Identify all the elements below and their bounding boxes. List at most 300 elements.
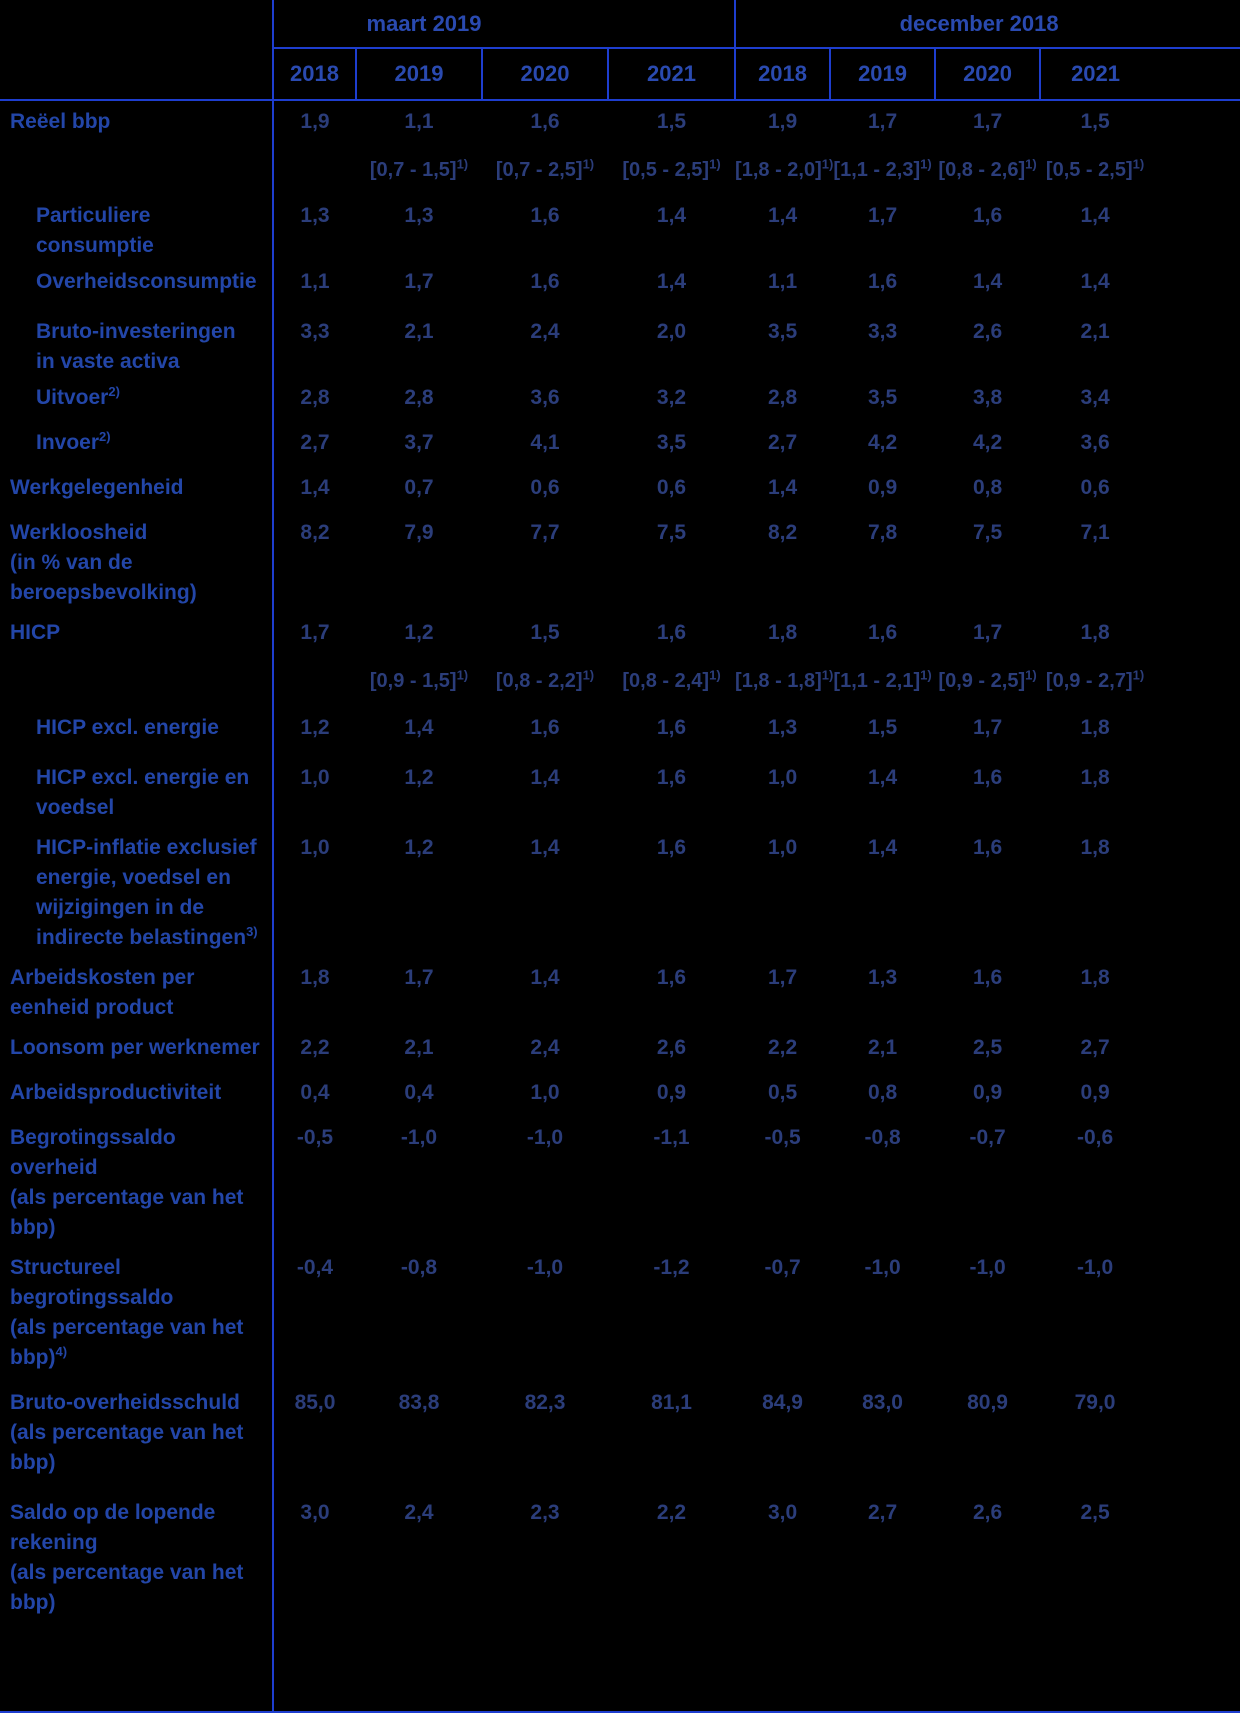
value: 3,5 xyxy=(767,320,798,343)
value-cell xyxy=(356,195,482,261)
value-cell xyxy=(830,1072,935,1117)
value-cell xyxy=(935,1247,1040,1382)
value: 1,6 xyxy=(656,716,687,739)
row-label: Particuliere consumptie xyxy=(0,195,273,261)
value: 1,7 xyxy=(972,110,1003,133)
value: 7,5 xyxy=(656,521,687,544)
value-cell xyxy=(830,1027,935,1072)
value: 1,6 xyxy=(530,716,560,739)
value-cell xyxy=(482,261,608,311)
spacer-cell xyxy=(1150,195,1240,261)
value: 3,6 xyxy=(1080,431,1110,454)
spacer-cell xyxy=(1150,1117,1240,1247)
uncertainty-range: [1,8 - 2,0]$^{1)}$ xyxy=(735,156,834,181)
value-cell xyxy=(735,467,830,512)
spacer-cell xyxy=(1150,422,1240,467)
value-cell xyxy=(482,1072,608,1117)
value-cell xyxy=(608,1492,735,1712)
row-label: Invoer$^{2)}$ xyxy=(0,422,273,467)
value-cell xyxy=(482,957,608,1027)
value: 7,8 xyxy=(867,521,898,544)
value: 1,4 xyxy=(530,966,560,989)
value: 0,9 xyxy=(972,1081,1003,1104)
row-label: Reëel bbp xyxy=(0,100,273,195)
value-cell xyxy=(735,261,830,311)
value-cell xyxy=(356,467,482,512)
footnote-marker: 1) xyxy=(709,667,721,683)
row-label: Bruto-overheidsschuld (als percentage van het bbp) xyxy=(0,1382,273,1492)
value: 1,8 xyxy=(1080,966,1110,989)
value: 1,7 xyxy=(867,110,898,133)
value: 2,0 xyxy=(656,320,687,343)
value: -1,0 xyxy=(526,1256,564,1279)
value-cell xyxy=(608,1247,735,1382)
value-cell xyxy=(273,827,356,957)
value-cell xyxy=(1040,1492,1150,1712)
table-row xyxy=(0,827,1240,957)
value: 2,7 xyxy=(867,1501,898,1524)
value: 0,7 xyxy=(404,476,434,499)
value: -0,5 xyxy=(764,1126,801,1149)
value-cell xyxy=(1040,1072,1150,1117)
spacer-cell xyxy=(1150,377,1240,422)
row-label: Structureel begrotingssaldo (als percentage van het bbp)$^{4)}$ xyxy=(0,1247,273,1382)
value: -0,7 xyxy=(969,1126,1006,1149)
row-label: HICP xyxy=(0,612,273,707)
value: 1,9 xyxy=(300,110,330,133)
value-cell xyxy=(935,512,1040,612)
value-cell xyxy=(273,1247,356,1382)
value-cell xyxy=(735,1117,830,1247)
value: -1,2 xyxy=(653,1256,690,1279)
value-cell xyxy=(608,422,735,467)
value-cell xyxy=(1040,422,1150,467)
value-cell xyxy=(356,1027,482,1072)
table-row xyxy=(0,1027,1240,1072)
year-header: 2018 xyxy=(735,48,830,100)
value-cell xyxy=(830,195,935,261)
value-cell xyxy=(273,311,356,377)
value: 1,6 xyxy=(656,766,687,789)
year-header-row xyxy=(0,48,1240,100)
value: 1,3 xyxy=(867,966,898,989)
value-cell xyxy=(356,311,482,377)
value-cell xyxy=(1040,311,1150,377)
table-row xyxy=(0,422,1240,467)
value-cell xyxy=(482,1027,608,1072)
value: 1,1 xyxy=(404,110,434,133)
value: 2,6 xyxy=(656,1036,687,1059)
value-cell xyxy=(273,512,356,612)
spacer-cell xyxy=(1150,612,1240,707)
footnote-marker: 1) xyxy=(709,156,721,172)
value: 82,3 xyxy=(524,1391,566,1414)
footnote-marker: 1) xyxy=(920,156,932,172)
value: 2,6 xyxy=(972,320,1003,343)
value-cell xyxy=(273,1382,356,1492)
value: 1,5 xyxy=(1080,110,1110,133)
value-cell xyxy=(1040,195,1150,261)
value: -0,8 xyxy=(864,1126,901,1149)
spacer-cell xyxy=(1150,48,1240,100)
value-cell xyxy=(608,195,735,261)
value-cell xyxy=(830,1117,935,1247)
value-cell xyxy=(608,100,735,195)
table-row xyxy=(0,1382,1240,1492)
value-cell xyxy=(935,957,1040,1027)
value: 2,4 xyxy=(530,1036,560,1059)
value-cell xyxy=(935,100,1040,195)
footnote-marker: 1) xyxy=(1132,667,1145,683)
uncertainty-range: [0,7 - 2,5]$^{1)}$ xyxy=(495,156,595,181)
table-row xyxy=(0,195,1240,261)
value-cell xyxy=(935,195,1040,261)
value: 3,3 xyxy=(300,320,330,343)
value: 7,9 xyxy=(404,521,434,544)
value-cell xyxy=(482,422,608,467)
uncertainty-range: [0,7 - 1,5]$^{1)}$ xyxy=(369,156,469,181)
value-cell xyxy=(356,707,482,757)
year-header: 2020 xyxy=(482,48,608,100)
value: 1,2 xyxy=(404,766,434,789)
value: 2,6 xyxy=(972,1501,1003,1524)
value-cell xyxy=(1040,467,1150,512)
value-cell xyxy=(830,827,935,957)
row-label: HICP excl. energie xyxy=(0,707,273,757)
value-cell xyxy=(935,612,1040,707)
value: 2,2 xyxy=(300,1036,330,1059)
value: 2,7 xyxy=(1080,1036,1110,1059)
value: 1,4 xyxy=(867,766,898,789)
spacer-cell xyxy=(1150,707,1240,757)
value-cell xyxy=(735,195,830,261)
footnote-marker: 2) xyxy=(108,384,120,399)
value-cell xyxy=(830,422,935,467)
value-cell xyxy=(735,512,830,612)
value-cell xyxy=(273,1117,356,1247)
value: 0,4 xyxy=(300,1081,330,1104)
value-cell xyxy=(935,311,1040,377)
value-cell xyxy=(356,1382,482,1492)
value-cell xyxy=(482,1492,608,1712)
value: 1,0 xyxy=(300,766,330,789)
value: 1,5 xyxy=(656,110,687,133)
value: 1,2 xyxy=(404,836,434,859)
value: 4,2 xyxy=(972,431,1003,454)
value-cell xyxy=(356,100,482,195)
value-cell xyxy=(482,1247,608,1382)
value: 1,1 xyxy=(300,270,330,293)
uncertainty-range: [0,9 - 1,5]$^{1)}$ xyxy=(369,667,469,692)
value: 1,6 xyxy=(972,836,1003,859)
value-cell xyxy=(482,757,608,827)
value: 1,4 xyxy=(404,716,434,739)
value: 1,6 xyxy=(530,204,560,227)
value: 1,8 xyxy=(1080,836,1110,859)
group-header-maart-2019: maart 2019 xyxy=(273,0,735,48)
value: 79,0 xyxy=(1074,1391,1116,1414)
value: -1,0 xyxy=(526,1126,564,1149)
value-cell xyxy=(608,261,735,311)
value-cell xyxy=(935,707,1040,757)
value: 1,4 xyxy=(530,766,560,789)
value-cell xyxy=(735,1072,830,1117)
value: -1,0 xyxy=(1076,1256,1114,1279)
footnote-marker: 2) xyxy=(99,429,111,444)
value-cell xyxy=(735,311,830,377)
footnote-marker: 1) xyxy=(456,156,469,172)
value-cell xyxy=(735,757,830,827)
value: 80,9 xyxy=(967,1391,1008,1414)
value-cell xyxy=(273,1072,356,1117)
table-row xyxy=(0,757,1240,827)
value: -1,0 xyxy=(400,1126,438,1149)
value-cell xyxy=(830,512,935,612)
footnote-marker: 1) xyxy=(1025,667,1037,683)
value-cell xyxy=(1040,827,1150,957)
value-cell xyxy=(1040,957,1150,1027)
value: 3,7 xyxy=(404,431,434,454)
value-cell xyxy=(356,957,482,1027)
value-cell xyxy=(1040,100,1150,195)
year-header: 2021 xyxy=(608,48,735,100)
value-cell xyxy=(1040,377,1150,422)
value-cell xyxy=(830,1382,935,1492)
value: 1,3 xyxy=(300,204,330,227)
value: 1,6 xyxy=(972,204,1003,227)
value: 7,7 xyxy=(530,521,560,544)
value-cell xyxy=(1040,707,1150,757)
value-cell xyxy=(1040,1382,1150,1492)
value-cell xyxy=(273,467,356,512)
value: 8,2 xyxy=(767,521,798,544)
table-row xyxy=(0,311,1240,377)
value: 3,5 xyxy=(656,431,687,454)
value: 1,7 xyxy=(404,966,434,989)
value: -0,4 xyxy=(296,1256,334,1279)
spacer-cell xyxy=(1150,1247,1240,1382)
value-cell xyxy=(273,195,356,261)
table-row xyxy=(0,1072,1240,1117)
row-label: HICP excl. energie en voedsel xyxy=(0,757,273,827)
value-cell xyxy=(482,377,608,422)
value-cell xyxy=(935,1492,1040,1712)
value-cell xyxy=(735,707,830,757)
spacer-cell xyxy=(1150,1072,1240,1117)
row-label: Begrotingssaldo overheid (als percentage van het bbp) xyxy=(0,1117,273,1247)
value-cell xyxy=(482,1382,608,1492)
value-cell xyxy=(935,757,1040,827)
value: 1,4 xyxy=(656,270,687,293)
value: 2,1 xyxy=(1080,320,1110,343)
value-cell xyxy=(482,100,608,195)
value: 7,5 xyxy=(972,521,1003,544)
value: 1,6 xyxy=(867,621,898,644)
corner-cell xyxy=(0,48,273,100)
row-label: Arbeidskosten per eenheid product xyxy=(0,957,273,1027)
value: 3,2 xyxy=(656,386,687,409)
value-cell xyxy=(608,1027,735,1072)
uncertainty-range: [0,5 - 2,5]$^{1)}$ xyxy=(1045,156,1145,181)
value-cell xyxy=(735,100,834,195)
row-label: Uitvoer$^{2)}$ xyxy=(0,377,273,422)
spacer-cell xyxy=(1150,757,1240,827)
value: 0,8 xyxy=(867,1081,898,1104)
value-cell xyxy=(482,195,608,261)
value-cell xyxy=(482,467,608,512)
value: 8,2 xyxy=(300,521,330,544)
table-row xyxy=(0,1492,1240,1712)
footnote-marker: 1) xyxy=(456,667,469,683)
value: 2,4 xyxy=(404,1501,434,1524)
value-cell xyxy=(735,957,830,1027)
value-cell xyxy=(830,261,935,311)
value-cell xyxy=(830,612,935,707)
uncertainty-range: [0,9 - 2,5]$^{1)}$ xyxy=(938,667,1037,692)
spacer-cell xyxy=(1150,311,1240,377)
value-cell xyxy=(735,1027,830,1072)
value: 1,3 xyxy=(767,716,798,739)
value: 2,8 xyxy=(767,386,798,409)
value-cell xyxy=(735,377,830,422)
spacer-cell xyxy=(1150,1027,1240,1072)
value: -0,8 xyxy=(400,1256,438,1279)
value-cell xyxy=(273,957,356,1027)
value-cell xyxy=(356,1492,482,1712)
value: -1,0 xyxy=(969,1256,1006,1279)
value: 2,8 xyxy=(300,386,330,409)
footnote-marker: 4) xyxy=(55,1344,68,1359)
year-header: 2019 xyxy=(830,48,935,100)
table-row xyxy=(0,467,1240,512)
value: 1,7 xyxy=(404,270,434,293)
value: 0,5 xyxy=(767,1081,798,1104)
footnote-marker: 1) xyxy=(1025,156,1037,172)
row-label: Overheidsconsumptie xyxy=(0,261,273,311)
footnote-marker: 1) xyxy=(1132,156,1145,172)
value-cell xyxy=(1040,1117,1150,1247)
value-cell xyxy=(830,467,935,512)
value: 1,2 xyxy=(300,716,330,739)
spacer-cell xyxy=(1150,100,1240,195)
value: 1,7 xyxy=(767,966,798,989)
value-cell xyxy=(735,612,834,707)
value-cell xyxy=(830,957,935,1027)
value-cell xyxy=(356,827,482,957)
table-row xyxy=(0,612,1240,707)
value: 1,4 xyxy=(656,204,687,227)
value: 1,4 xyxy=(972,270,1003,293)
value: 1,8 xyxy=(767,621,798,644)
table-row xyxy=(0,100,1240,195)
value: 1,8 xyxy=(1080,716,1110,739)
value: -1,1 xyxy=(653,1126,690,1149)
value: 1,5 xyxy=(867,716,898,739)
value: 1,4 xyxy=(1080,204,1110,227)
value: 2,2 xyxy=(767,1036,798,1059)
value: 0,8 xyxy=(972,476,1003,499)
value-cell xyxy=(356,512,482,612)
value: 1,7 xyxy=(972,621,1003,644)
value: 81,1 xyxy=(651,1391,692,1414)
value: 3,3 xyxy=(867,320,898,343)
value: -0,5 xyxy=(296,1126,334,1149)
value: 3,0 xyxy=(300,1501,330,1524)
value: 1,1 xyxy=(767,270,798,293)
year-header: 2018 xyxy=(273,48,356,100)
value-cell xyxy=(273,422,356,467)
footnote-marker: 1) xyxy=(920,667,932,683)
table-row xyxy=(0,1247,1240,1382)
value: 7,1 xyxy=(1080,521,1110,544)
value-cell xyxy=(482,512,608,612)
value-cell xyxy=(830,1247,935,1382)
corner-cell xyxy=(0,0,273,48)
value-cell xyxy=(735,422,830,467)
vintage-header-row xyxy=(0,0,1240,48)
value-cell xyxy=(935,377,1040,422)
value: 2,7 xyxy=(300,431,330,454)
footnote-marker: 3) xyxy=(246,924,258,939)
value: 1,4 xyxy=(1080,270,1110,293)
value-cell xyxy=(273,261,356,311)
value-cell xyxy=(935,261,1040,311)
uncertainty-range: [1,1 - 2,3]$^{1)}$ xyxy=(833,156,932,181)
table-row xyxy=(0,512,1240,612)
value-cell xyxy=(935,467,1040,512)
value: 1,0 xyxy=(300,836,330,859)
value: 1,4 xyxy=(530,836,560,859)
row-label: Loonsom per werknemer xyxy=(0,1027,273,1072)
value-cell xyxy=(830,1492,935,1712)
value: 2,5 xyxy=(972,1036,1003,1059)
footnote-marker: 1) xyxy=(582,156,595,172)
value: 83,8 xyxy=(398,1391,440,1414)
value-cell xyxy=(273,757,356,827)
value-cell xyxy=(735,1247,830,1382)
value-cell xyxy=(1040,1027,1150,1072)
value: 1,6 xyxy=(530,110,560,133)
row-label: Werkloosheid (in % van de beroepsbevolking) xyxy=(0,512,273,612)
value: 1,0 xyxy=(767,766,798,789)
value-cell xyxy=(273,1027,356,1072)
value: -1,0 xyxy=(864,1256,901,1279)
value: 1,4 xyxy=(767,204,798,227)
footnote-marker: 1) xyxy=(821,667,834,683)
value-cell xyxy=(1040,512,1150,612)
table-row xyxy=(0,957,1240,1027)
value: 1,6 xyxy=(972,966,1003,989)
group-header-december-2018: december 2018 xyxy=(735,0,1240,48)
value: 84,9 xyxy=(762,1391,803,1414)
value-cell xyxy=(608,827,735,957)
value-cell xyxy=(935,1072,1040,1117)
value: 1,6 xyxy=(867,270,898,293)
value-cell xyxy=(1040,757,1150,827)
value: 1,6 xyxy=(656,621,687,644)
uncertainty-range: [0,8 - 2,4]$^{1)}$ xyxy=(622,667,721,692)
value-cell xyxy=(608,311,735,377)
value-cell xyxy=(935,827,1040,957)
value: 1,6 xyxy=(972,766,1003,789)
value-cell xyxy=(356,1247,482,1382)
value-cell xyxy=(356,1117,482,1247)
value-cell xyxy=(273,707,356,757)
value: 2,1 xyxy=(404,320,434,343)
value: 1,8 xyxy=(1080,766,1110,789)
value-cell xyxy=(1040,612,1150,707)
uncertainty-range: [0,5 - 2,5]$^{1)}$ xyxy=(622,156,721,181)
